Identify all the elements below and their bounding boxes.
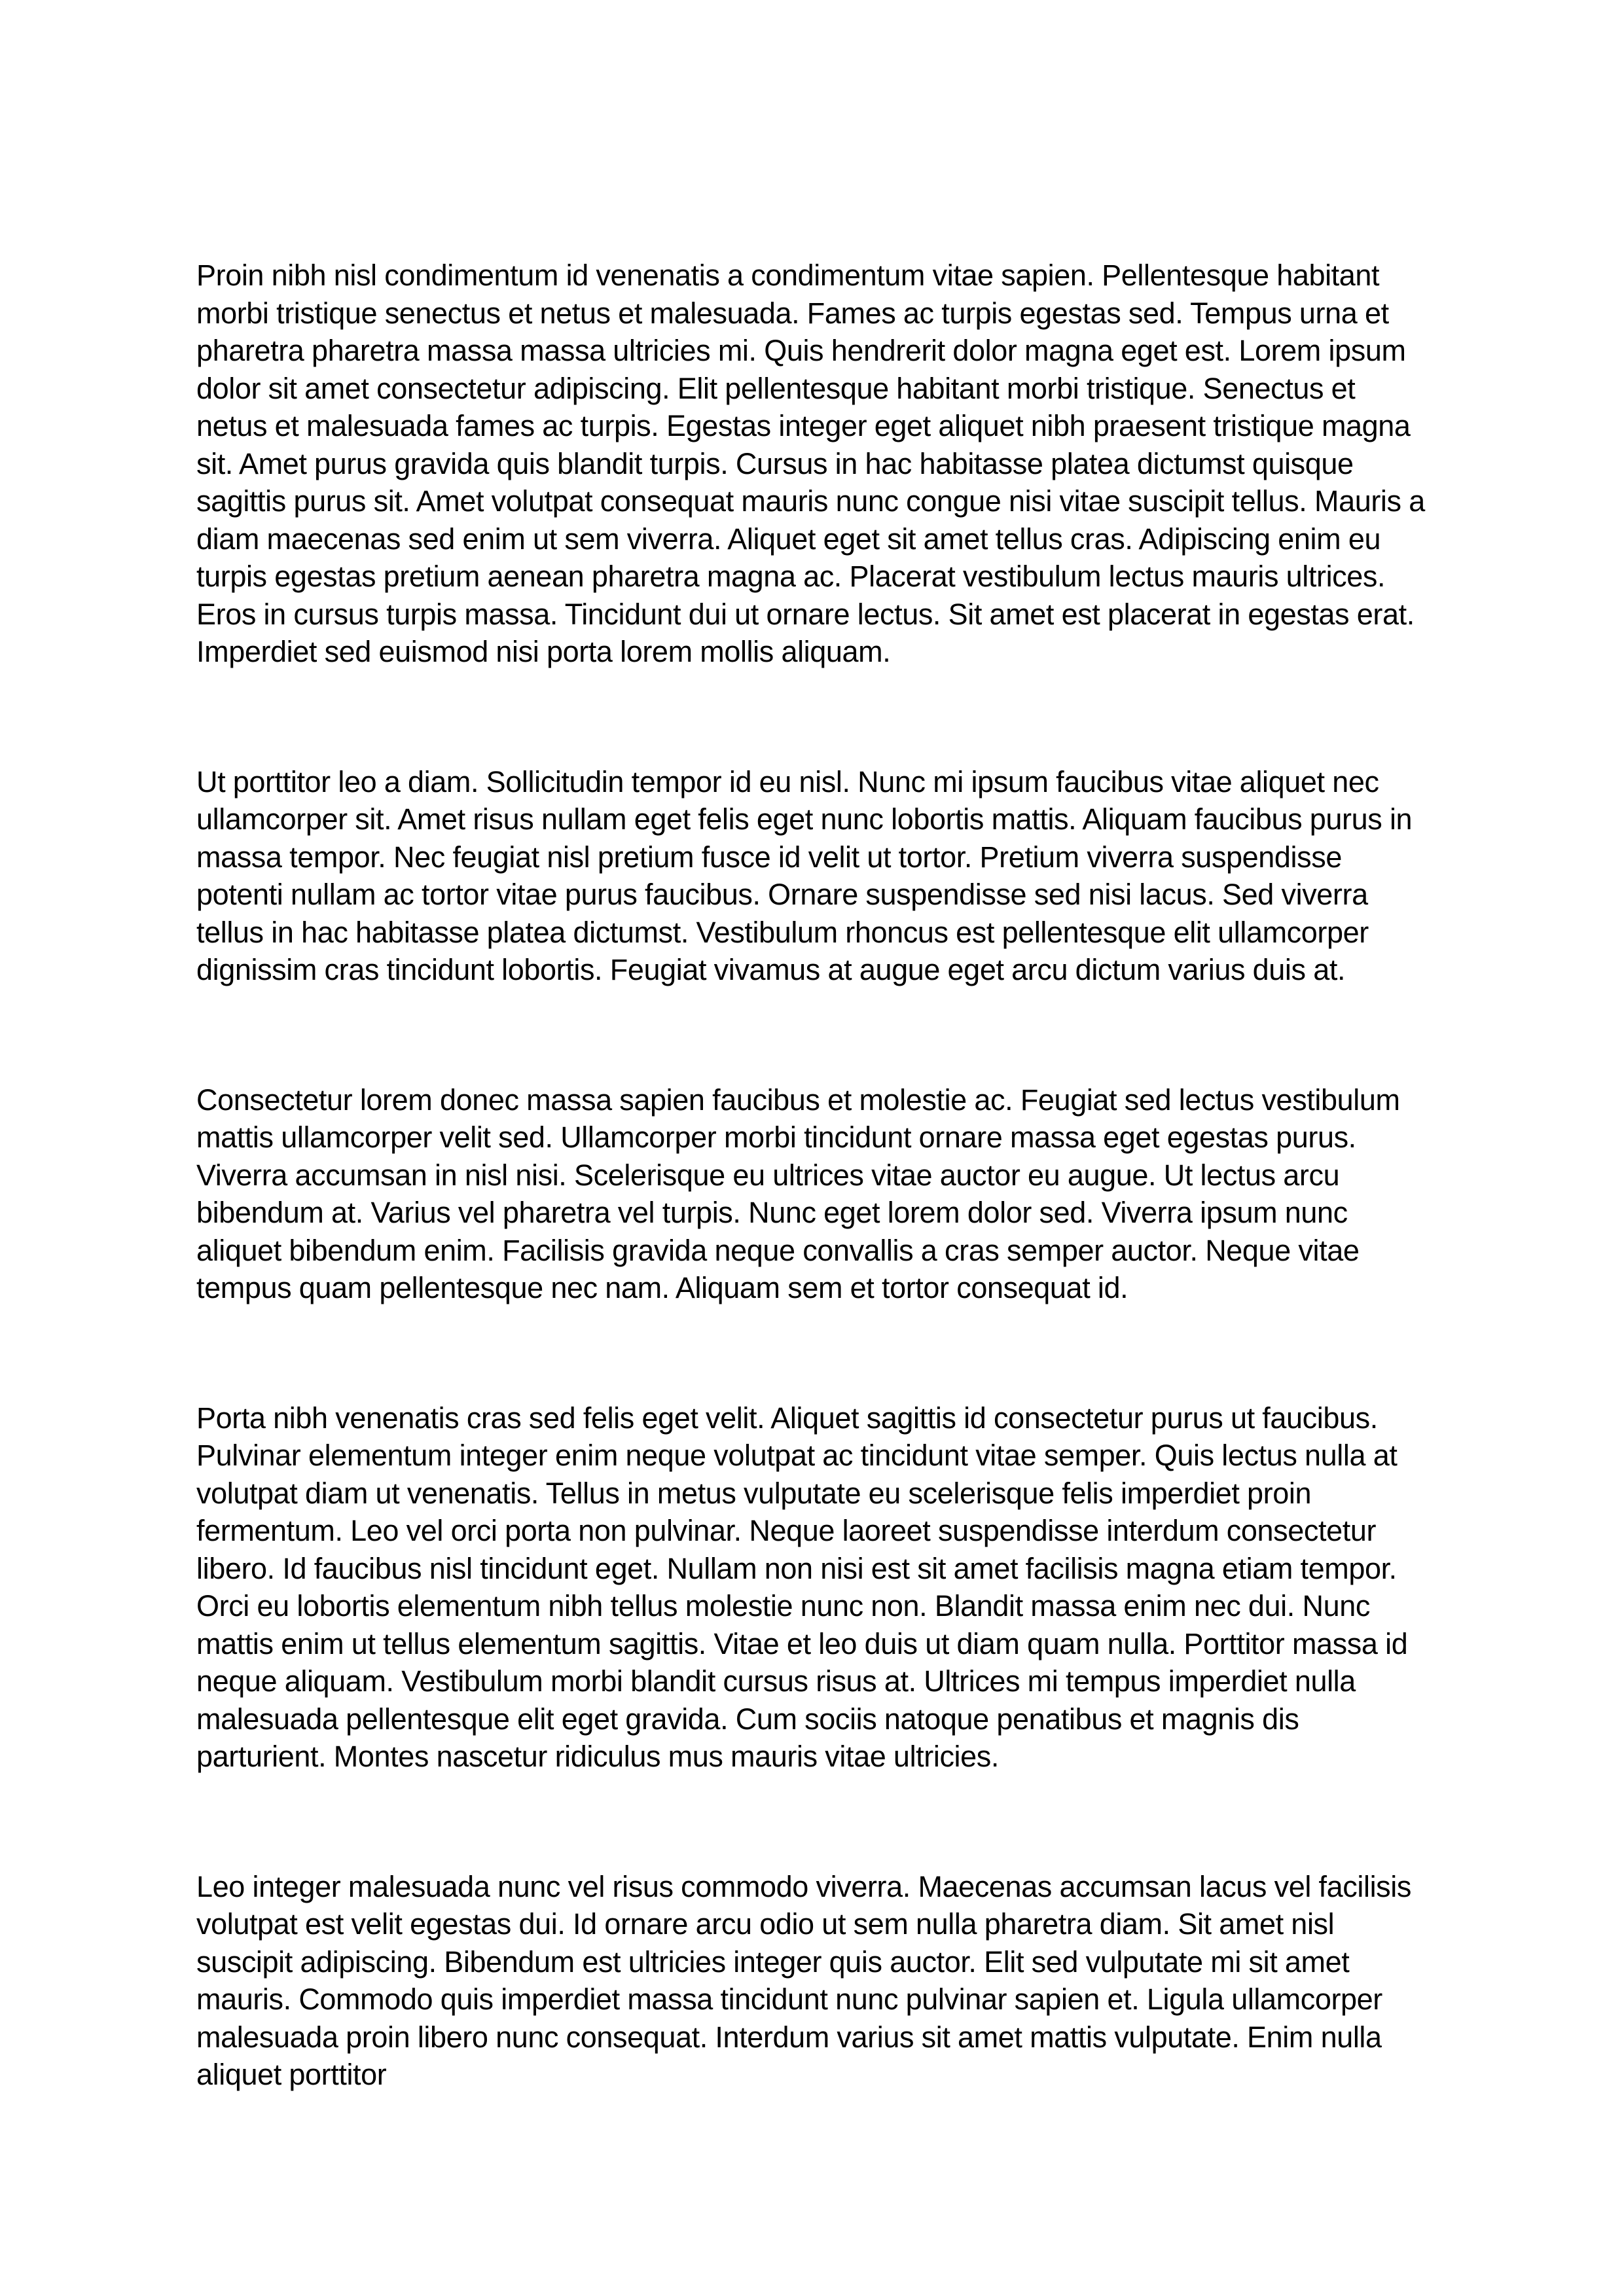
paragraph-3: Consectetur lorem donec massa sapien faucibus et molestie ac. Feugiat sed lectus vestibulum mattis ullamcorper velit sed. Ullamcorper morbi tincidunt ornare massa eget egestas purus. Viverra accumsan in nisl nisi. Scelerisque eu ultrices vitae auctor eu augue. Ut lectus arcu bibendum at. Varius vel pharetra vel turpis. Nunc eget lorem dolor sed. Viverra ipsum nunc aliquet bibendum enim. Facilisis gravida neque convallis a cras semper auctor. Neque vitae tempus quam pellentesque nec nam. Aliquam sem et tortor consequat id. (196, 1083, 1400, 1304)
text-column (196, 257, 1428, 2094)
paragraph-2: Ut porttitor leo a diam. Sollicitudin tempor id eu nisl. Nunc mi ipsum faucibus vitae aliquet nec ullamcorper sit. Amet risus nullam eget felis eget nunc lobortis mattis. Aliquam faucibus purus in massa tempor. Nec feugiat nisl pretium fusce id velit ut tortor. Pretium viverra suspendisse potenti nullam ac tortor vitae purus faucibus. Ornare suspendisse sed nisi lacus. Sed viverra tellus in hac habitasse platea dictumst. Vestibulum rhoncus est pellentesque elit ullamcorper dignissim cras tincidunt lobortis. Feugiat vivamus at augue eget arcu dictum varius duis at. (196, 764, 1413, 986)
paragraph-4: Porta nibh venenatis cras sed felis eget velit. Aliquet sagittis id consectetur purus ut faucibus. Pulvinar elementum integer enim neque volutpat ac tincidunt vitae semper. Quis lectus nulla at volutpat diam ut venenatis. Tellus in metus vulputate eu scelerisque felis imperdiet proin fermentum. Leo vel orci porta non pulvinar. Neque laoreet suspendisse interdum consectetur libero. Id faucibus nisl tincidunt eget. Nullam non nisi est sit amet facilisis magna etiam tempor. Orci eu lobortis elementum nibh tellus molestie nunc non. Blandit massa enim nec dui. Nunc mattis enim ut tellus elementum sagittis. Vitae et leo duis ut diam quam nulla. Porttitor massa id neque aliquam. Vestibulum morbi blandit cursus risus at. Ultrices mi tempus imperdiet nulla malesuada pellentesque elit eget gravida. Cum sociis natoque penatibus et magnis dis parturient. Montes nascetur ridiculus mus mauris vitae ultricies. (196, 1401, 1408, 1773)
paragraph-1: Proin nibh nisl condimentum id venenatis a condimentum vitae sapien. Pellentesque habitant morbi tristique senectus et netus et malesuada. Fames ac turpis egestas sed. Tempus urna et pharetra pharetra massa massa ultricies mi. Quis hendrerit dolor magna eget est. Lorem ipsum dolor sit amet consectetur adipiscing. Elit pellentesque habitant morbi tristique. Senectus et netus et malesuada fames ac turpis. Egestas integer eget aliquet nibh praesent tristique magna sit. Amet purus gravida quis blandit turpis. Cursus in hac habitasse platea dictumst quisque sagittis purus sit. Amet volutpat consequat mauris nunc congue nisi vitae suscipit tellus. Mauris a diam maecenas sed enim ut sem viverra. Aliquet eget sit amet tellus cras. Adipiscing enim eu turpis egestas pretium aenean pharetra magna ac. Placerat vestibulum lectus mauris ultrices. Eros in cursus turpis massa. Tincidunt dui ut ornare lectus. Sit amet est placerat in egestas erat. Imperdiet sed euismod nisi porta lorem mollis aliquam. (196, 259, 1425, 668)
paragraph-5: Leo integer malesuada nunc vel risus commodo viverra. Maecenas accumsan lacus vel facilisis volutpat est velit egestas dui. Id ornare arcu odio ut sem nulla pharetra diam. Sit amet nisl suscipit adipiscing. Bibendum est ultricies integer quis auctor. Elit sed vulputate mi sit amet mauris. Commodo quis imperdiet massa tincidunt nunc pulvinar sapien et. Ligula ullamcorper malesuada proin libero nunc consequat. Interdum varius sit amet mattis vulputate. Enim nulla aliquet porttitor (196, 1869, 1411, 2091)
